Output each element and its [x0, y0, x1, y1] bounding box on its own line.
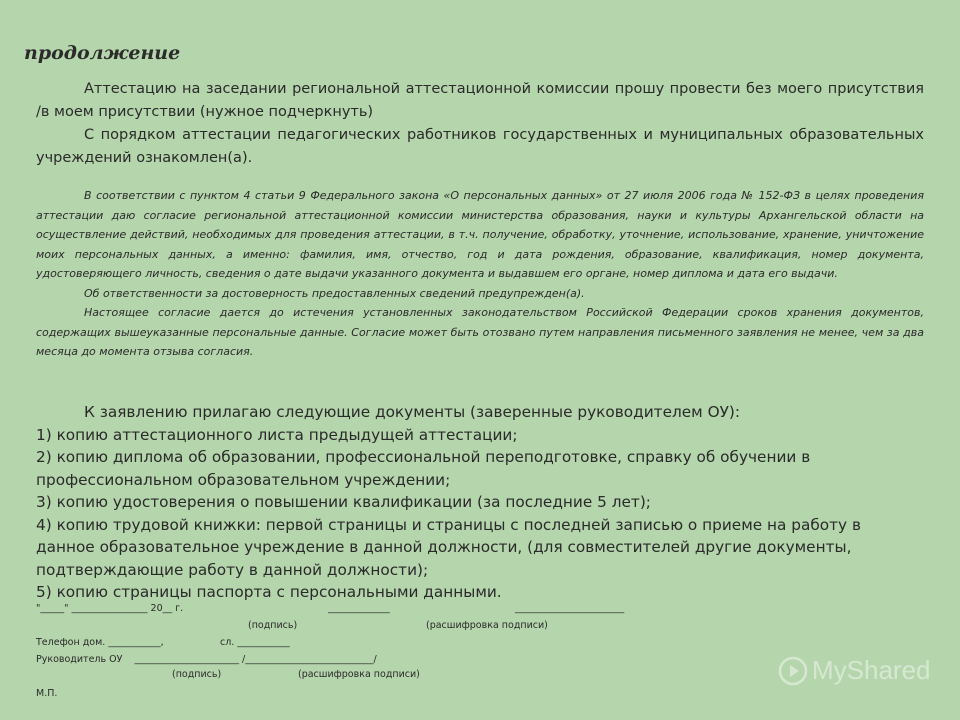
page-heading: продолжение: [24, 42, 181, 64]
consent-section: [36, 186, 924, 362]
documents-intro: К заявлению прилагаю следующие документы (заверенные руководителем ОУ):: [84, 403, 741, 421]
head-signature-caption: (подпись): [172, 669, 222, 680]
consent-paragraph-2: Об ответственности за достоверность предоставленных сведений предупрежден(а).: [84, 286, 585, 300]
documents-item-3: 3) копию удостоверения о повышении квалификации (за последние 5 лет);: [36, 493, 651, 511]
signature-line: _____________: [328, 603, 390, 614]
documents-section: [36, 401, 924, 604]
head-line: Руководитель ОУ ______________________ /___________________________/: [36, 654, 377, 665]
documents-item-1: 1) копию аттестационного листа предыдущей аттестации;: [36, 425, 518, 444]
name-caption: (расшифровка подписи): [426, 620, 548, 631]
date-line: "_____" ________________ 20__ г.: [36, 603, 184, 614]
play-icon: [778, 656, 808, 686]
consent-paragraph-1: В соответствии с пунктом 4 статьи 9 Федерального закона «О персональных данных» от 27 июля 2006 года № 152-ФЗ в целях проведения аттестации даю согласие региональной аттестационной комиссии министерства образования, науки и культуры Архангельской области на осуществление действий, необходимых для проведения аттестации, в т.ч. получение, обработку, уточнение, использование, хранение, уничтожение моих персональных данных, а именно: фамилия, имя, отчество, год и дата рождения, образование, квалификация, номер документа, удостоверяющего личность, сведения о дате выдачи указанного документа и выдавшем его органе, номер диплома и дата его выдачи.: [36, 189, 924, 280]
intro-paragraph-1: Аттестацию на заседании региональной аттестационной комиссии прошу провести без моего присутствия /в моем присутствии (нужное подчеркнуть): [36, 81, 924, 120]
stamp-mark: М.П.: [36, 688, 58, 699]
documents-item-5: 5) копию страницы паспорта с персональными данными.: [36, 583, 502, 601]
consent-paragraph-3: Настоящее согласие дается до истечения установленных законодательством Российской Федерации сроков хранения документов, содержащих вышеуказанные персональные данные. Согласие может быть отозвано путем направления письменного заявления не менее, чем за два месяца до момента отзыва согласия.: [36, 306, 924, 358]
watermark-text: MyShared: [812, 655, 931, 685]
signature-caption: (подпись): [248, 620, 298, 631]
phone-work-line: сл. ___________: [220, 637, 290, 648]
head-name-caption: (расшифровка подписи): [298, 669, 420, 680]
phone-home-line: Телефон дом. ___________,: [36, 637, 164, 648]
name-line: _______________________: [515, 603, 625, 614]
watermark: [778, 655, 931, 686]
documents-item-2: 2) копию диплома об образовании, профессиональной переподготовке, справку об обучении в профессиональном образовательном учреждении;: [36, 448, 811, 489]
intro-paragraph-2: С порядком аттестации педагогических работников государственных и муниципальных образовательных учреждений ознакомлен(а).: [36, 127, 924, 166]
intro-section: [36, 78, 924, 170]
documents-item-4: 4) копию трудовой книжки: первой страницы и страницы с последней записью о приеме на работу в данное образовательное учреждение в данной должности, (для совместителей другие документы, подтверждающие работу в данной должности);: [36, 515, 861, 579]
